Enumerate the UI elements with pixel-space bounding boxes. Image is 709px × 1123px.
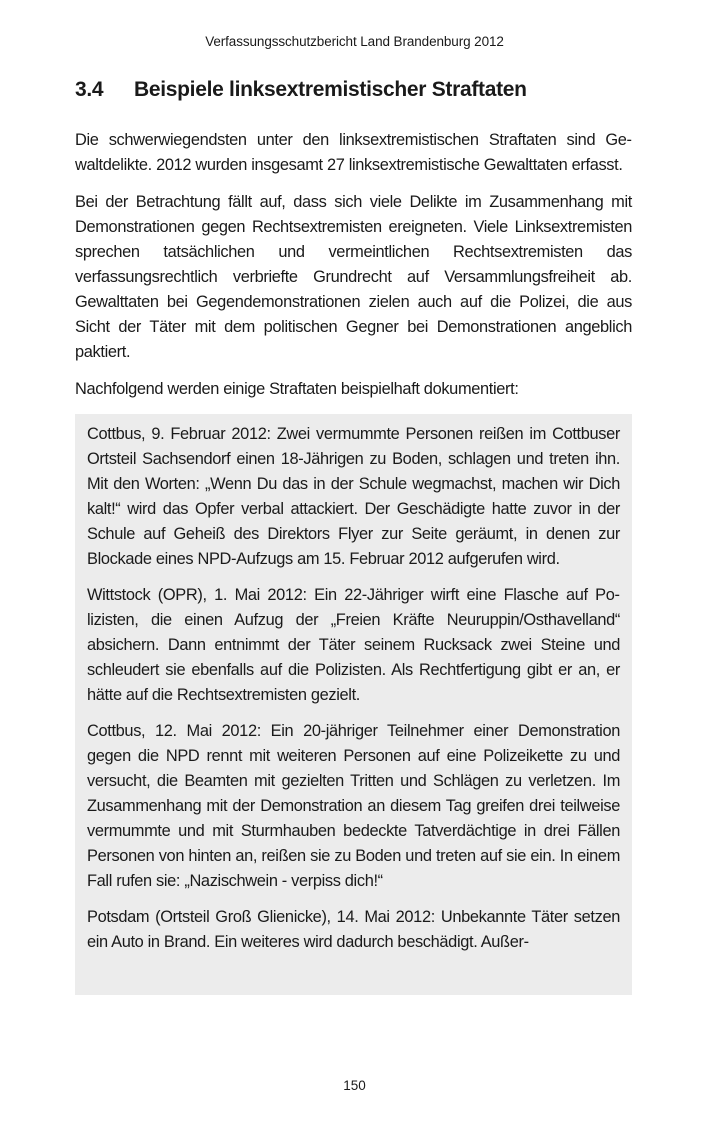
example-potsdam-may: Potsdam (Ortsteil Groß Glienicke), 14. Mai 2012: Unbekannte Täter setzen ein Auto in Brand. Ein weiteres wird dadurch beschädigt. Außer- (87, 908, 620, 951)
lead-in-paragraph: Nachfolgend werden einige Straftaten beispielhaft dokumentiert: (75, 380, 519, 398)
example-wittstock-may: Wittstock (OPR), 1. Mai 2012: Ein 22-Jähriger wirft eine Flasche auf Polizisten, die einen Aufzug der „Freien Kräfte Neuruppin/Osthavelland“ absichern. Dann entnimmt der Täter seinem Rucksack zwei Steine und schleudert sie ebenfalls auf die Polizisten. Als Rechtfertigung gibt er an, er hätte auf die Rechtsextremisten gezielt. (87, 586, 620, 704)
section-heading (75, 78, 635, 102)
analysis-paragraph: Bei der Betrachtung fällt auf, dass sich viele Delikte im Zusammenhang mit Demonstrationen gegen Rechtsextremisten ereigneten. Viele Linksextremisten sprechen tatsächlichen und vermeintlichen Rechtsextremisten das verfassungsrechtlich verbriefte Grundrecht auf Versammlungsfreiheit ab. Gewalttaten bei Gegendemonstrationen zielen auch auf die Polizei, die aus Sicht der Täter mit dem politischen Gegner bei Demonstrationen angeblich paktiert. (75, 193, 632, 361)
examples-box (75, 414, 632, 995)
example-cottbus-february: Cottbus, 9. Februar 2012: Zwei vermummte Personen reißen im Cottbuser Ortsteil Sachsendorf einen 18-Jährigen zu Boden, schlagen und treten ihn. Mit den Worten: „Wenn Du das in der Schule wegmachst, machen wir Dich kalt!“ wird das Opfer verbal attackiert. Der Geschädigte hatte zuvor in der Schule auf Geheiß des Direktors Flyer zur Seite geräumt, in denen zur Blockade eines NPD-Aufzugs am 15. Februar 2012 aufgerufen wird. (87, 425, 620, 568)
example-cottbus-may: Cottbus, 12. Mai 2012: Ein 20-jähriger Teilnehmer einer Demonstration gegen die NPD rennt mit weiteren Personen auf eine Polizeikette zu und versucht, die Beamten mit gezielten Tritten und Schlägen zu verletzen. Im Zusammenhang mit der Demonstration an diesem Tag greifen drei teilweise vermummte und mit Sturmhauben bedeckte Tatverdächtige in drei Fällen Personen von hinten an, reißen sie zu Boden und treten auf sie ein. In einem Fall rufen sie: „Nazischwein - verpiss dich!“ (87, 722, 620, 890)
running-header: Verfassungsschutzbericht Land Brandenburg 2012 (205, 34, 504, 49)
page-number: 150 (343, 1078, 366, 1093)
intro-paragraph: Die schwerwiegendsten unter den linksextremistischen Straftaten sind Gewaltdelikte. 2012 wurden insgesamt 27 linksextremistische Gewalttaten erfasst. (75, 131, 632, 174)
body-text (75, 128, 632, 995)
section-title: Beispiele linksextremistischer Straftaten (134, 78, 527, 101)
section-number: 3.4 (75, 78, 104, 101)
